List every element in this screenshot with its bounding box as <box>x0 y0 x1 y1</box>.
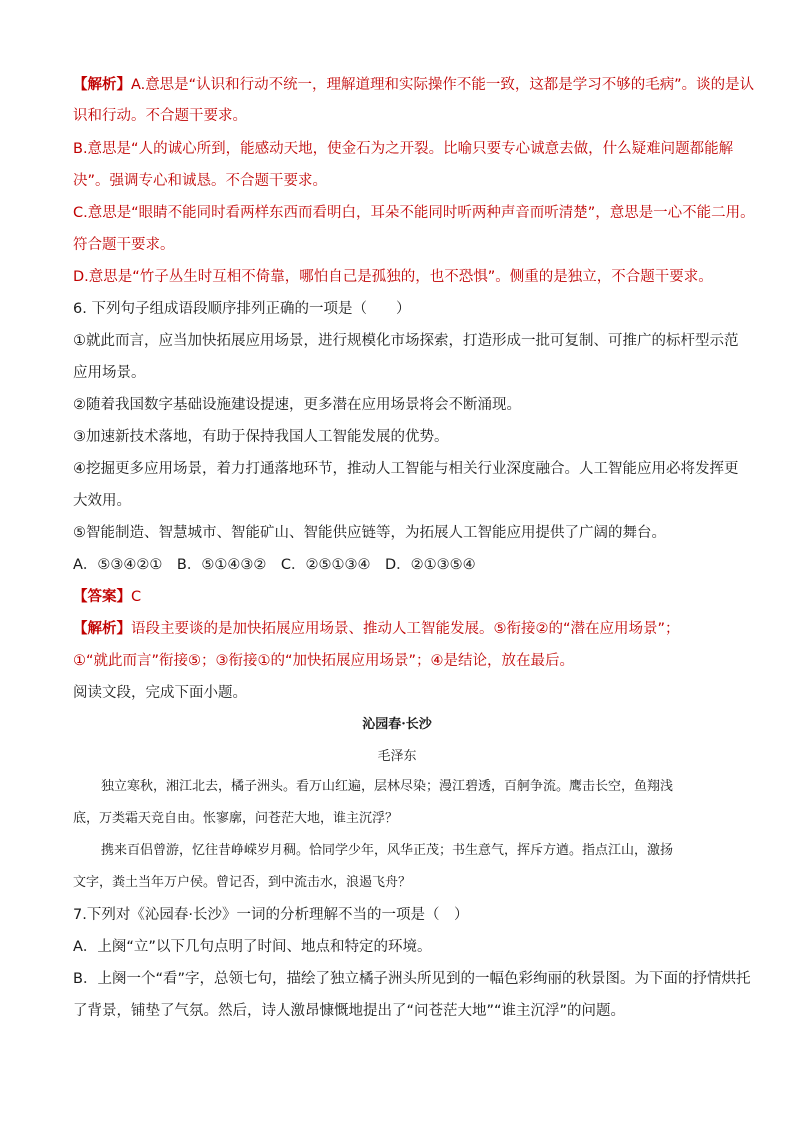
sentence-4-line-b: 大效用。 <box>73 493 131 509</box>
question-7-stem: 7.下列对《沁园春·长沙》一词的分析理解不当的一项是（ ） <box>73 907 469 923</box>
analysis-tag: 【解析】 <box>73 77 131 93</box>
poem-author: 毛泽东 <box>377 749 417 764</box>
question-7-option-b-line-1: B．上阕一个“看”字，总领七句，描绘了独立橘子洲头所见到的一幅色彩绚丽的秋景图。为下面的抒情烘托 <box>73 971 751 987</box>
analysis5-line-4: 决”。强调专心和诚恳。不合题干要求。 <box>73 173 328 189</box>
poem-stanza-2-line-b: 文字，粪土当年万户侯。曾记否，到中流击水，浪遏飞舟？ <box>73 875 412 890</box>
sentence-1-line-a: ①就此而言，应当加快拓展应用场景，进行规模化市场探索，打造形成一批可复制、可推广的标杆型示范 <box>73 333 739 349</box>
poem-stanza-2-line-a: 携来百侣曾游，忆往昔峥嵘岁月稠。恰同学少年，风华正茂；书生意气，挥斥方遒。指点江山，激扬 <box>101 843 674 858</box>
poem-title: 沁园春·长沙 <box>362 717 432 732</box>
analysis-tag: 【解析】 <box>73 621 131 637</box>
analysis5-line-6: 符合题干要求。 <box>73 237 175 253</box>
answer-line <box>73 587 141 607</box>
poem-stanza-1-line-b: 底，万类霜天竞自由。怅寥廓，问苍茫大地，谁主沉浮？ <box>73 811 399 826</box>
sentence-2: ②随着我国数字基础设施建设提速，更多潜在应用场景将会不断涌现。 <box>73 397 521 413</box>
question-6-stem: 6. 下列句子组成语段顺序排列正确的一项是（ ） <box>73 301 411 317</box>
analysis5-line-2: 识和行动。不合题干要求。 <box>73 108 247 124</box>
sentence-1-line-b: 应用场景。 <box>73 365 146 381</box>
reading-intro: 阅读文段，完成下面小题。 <box>73 685 247 701</box>
analysis5-line-1 <box>73 75 754 95</box>
analysis5-line-3: B.意思是“人的诚心所到，能感动天地，使金石为之开裂。比喻只要专心诚意去做，什么疑难问题都能解 <box>73 141 734 157</box>
answer-value: C <box>131 589 142 605</box>
question-7-option-b-line-2: 了背景，铺垫了气氛。然后，诗人激昂慷慨地提出了“问苍茫大地”“谁主沉浮”的问题。 <box>73 1003 626 1019</box>
poem-stanza-1-line-a: 独立寒秋，湘江北去，橘子洲头。看万山红遍，层林尽染；漫江碧透，百舸争流。鹰击长空，鱼翔浅 <box>101 779 674 794</box>
question-6-options: A．⑤③④②① B．⑤①④③② C．②⑤①③④ D．②①③⑤④ <box>73 557 476 573</box>
sentence-5: ⑤智能制造、智慧城市、智能矿山、智能供应链等，为拓展人工智能应用提供了广阔的舞台。 <box>73 525 666 541</box>
answer-tag: 【答案】 <box>73 589 131 605</box>
analysis6-text-1: 语段主要谈的是加快拓展应用场景、推动人工智能发展。⑤衔接②的“潜在应用场景”； <box>131 621 680 637</box>
analysis6-line-1 <box>73 619 680 639</box>
question-7-option-a: A．上阕“立”以下几句点明了时间、地点和特定的环境。 <box>73 939 432 955</box>
analysis5-line-5: C.意思是“眼睛不能同时看两样东西而看明白，耳朵不能同时听两种声音而听清楚”，意思是一心不能二用。 <box>73 205 755 221</box>
sentence-4-line-a: ④挖掘更多应用场景，着力打通落地环节，推动人工智能与相关行业深度融合。人工智能应用必将发挥更 <box>73 461 739 477</box>
analysis5-text-1: A.意思是“认识和行动不统一，理解道理和实际操作不能一致，这都是学习不够的毛病”。谈的是认 <box>130 77 755 93</box>
analysis6-line-2: ①“就此而言”衔接⑤；③衔接①的“加快拓展应用场景”；④是结论，放在最后。 <box>73 653 575 669</box>
sentence-3: ③加速新技术落地，有助于保持我国人工智能发展的优势。 <box>73 429 449 445</box>
analysis5-line-7: D.意思是“竹子丛生时互相不倚靠，哪怕自己是孤独的，也不恐惧”。侧重的是独立，不合题干要求。 <box>73 269 713 285</box>
